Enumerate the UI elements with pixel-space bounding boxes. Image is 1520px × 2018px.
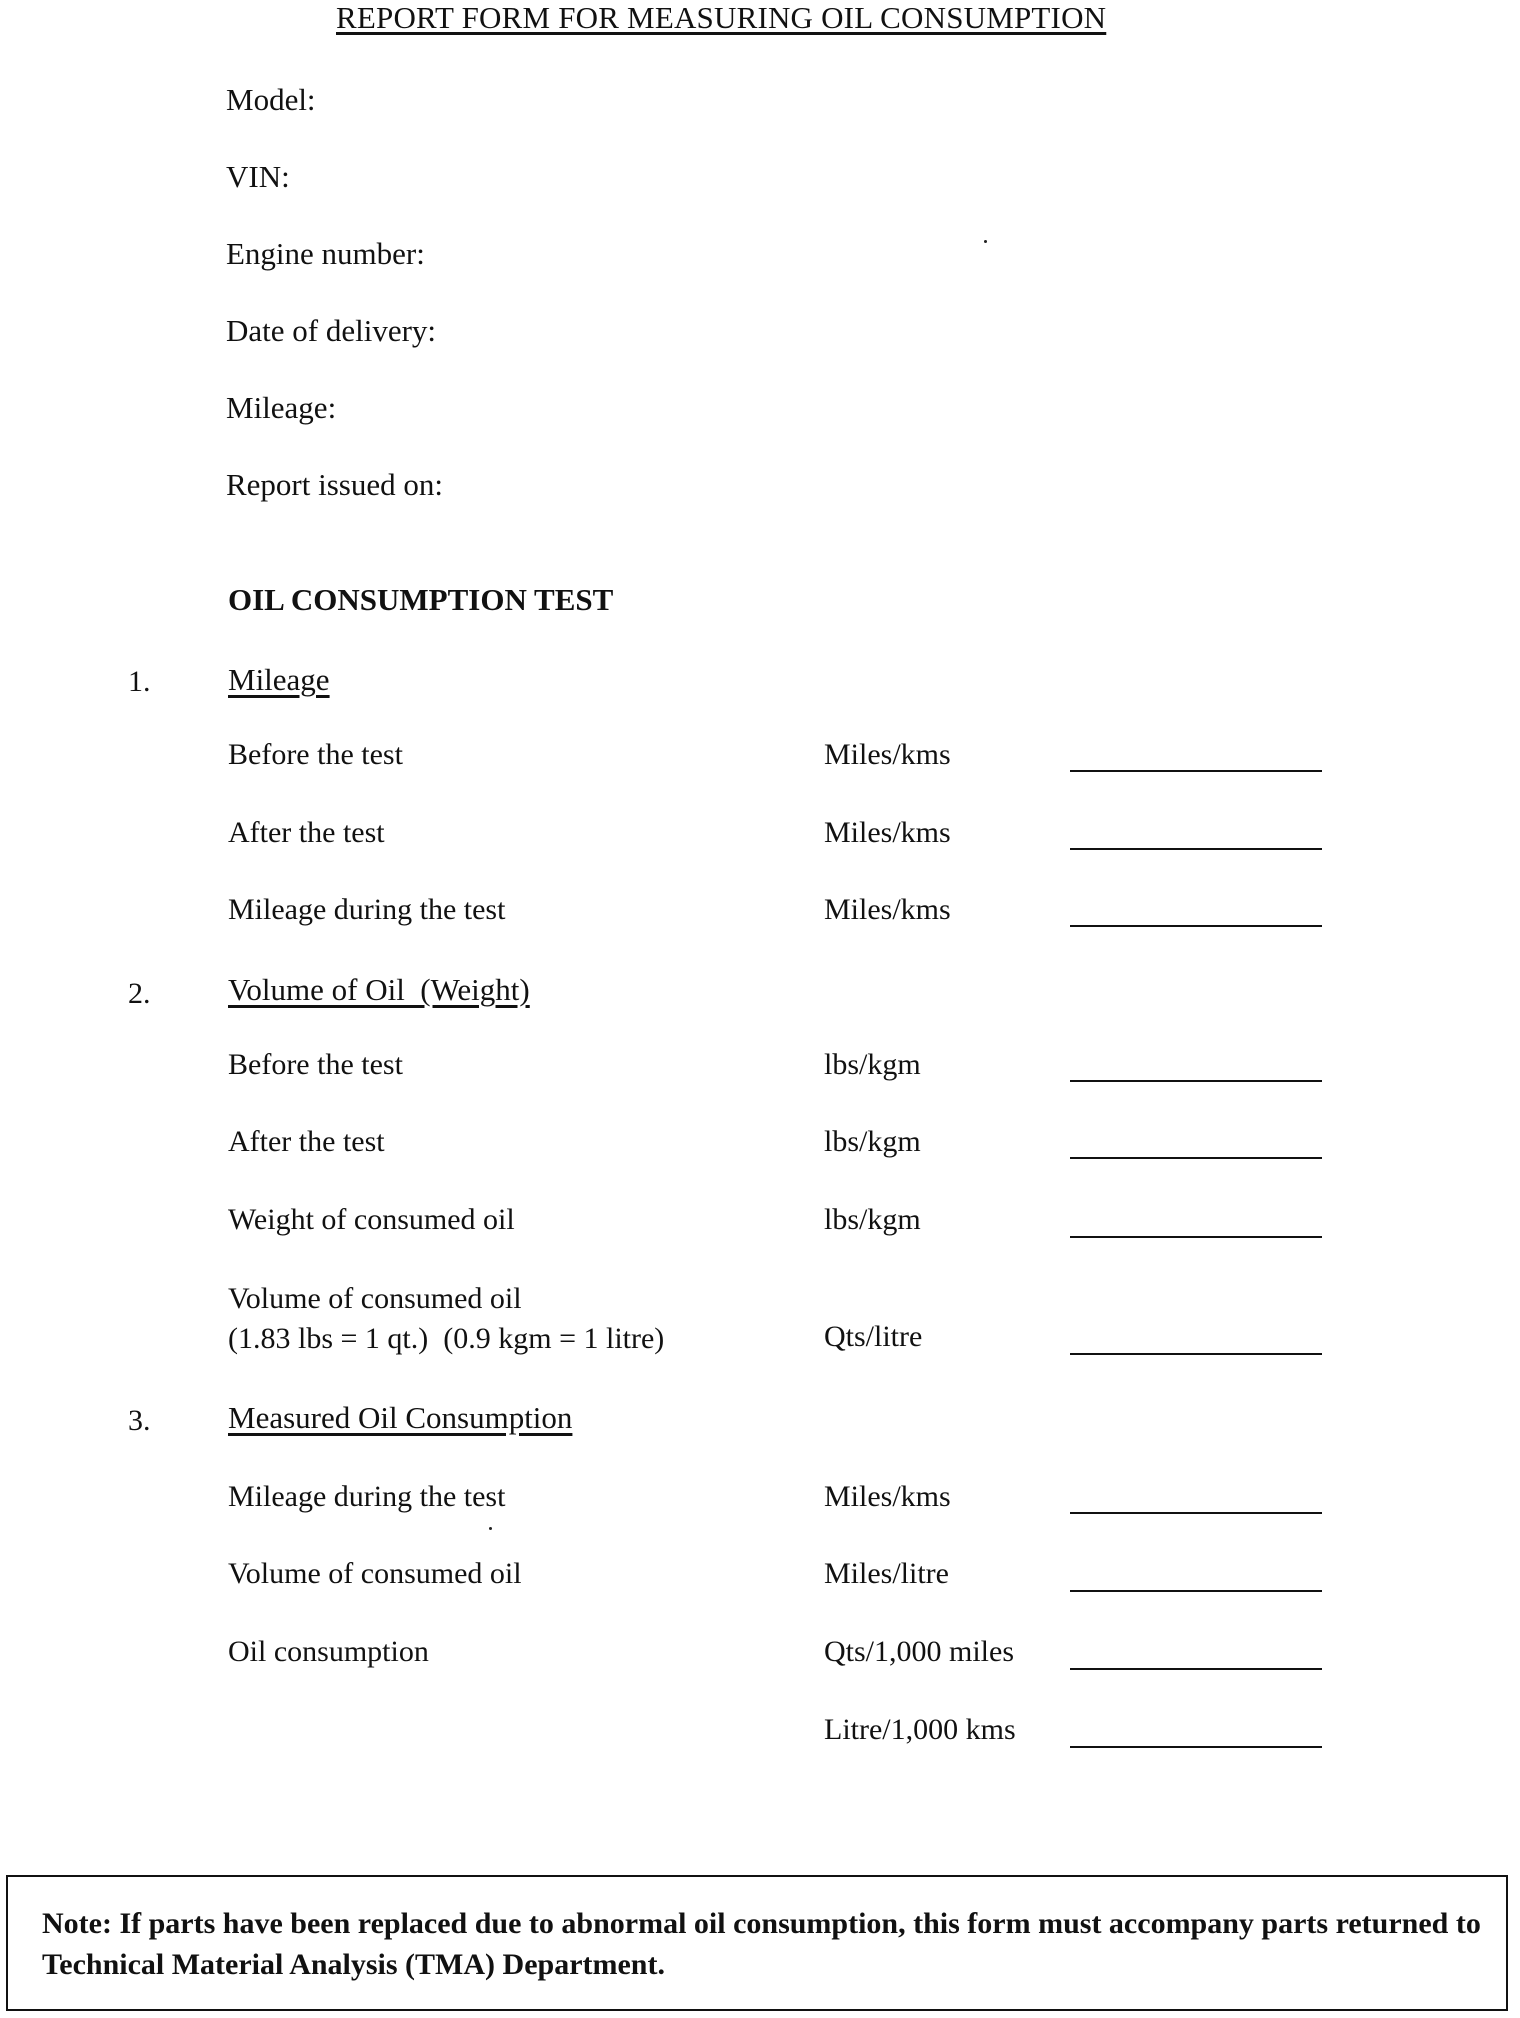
entry-line[interactable] <box>1070 1353 1322 1355</box>
note-box <box>6 1875 1508 2011</box>
row-unit: Miles/litre <box>824 1557 949 1590</box>
row-label: Mileage during the test <box>228 893 506 926</box>
oil-consumption-test-heading: OIL CONSUMPTION TEST <box>228 582 614 617</box>
note-text: Note: If parts have been replaced due to abnormal oil consumption, this form must accompany parts returned to Technical Material Analysis (TMA) Department. <box>42 1907 1481 1981</box>
row-unit: Miles/kms <box>824 1480 951 1513</box>
row-label: Weight of consumed oil <box>228 1203 515 1236</box>
section-title-volume-of-oil: Volume of Oil (Weight) <box>228 972 530 1007</box>
row-unit: Miles/kms <box>824 738 951 771</box>
entry-line[interactable] <box>1070 1080 1322 1082</box>
entry-line[interactable] <box>1070 848 1322 850</box>
entry-line[interactable] <box>1070 770 1322 772</box>
section-title-measured-oil-consumption: Measured Oil Consumption <box>228 1400 573 1435</box>
row-unit: Litre/1,000 kms <box>824 1713 1016 1746</box>
row-label: Oil consumption <box>228 1635 429 1668</box>
section-number: 2. <box>128 977 151 1010</box>
mileage-field-label: Mileage: <box>226 390 337 425</box>
row-label: Volume of consumed oil <box>228 1557 522 1590</box>
entry-line[interactable] <box>1070 1512 1322 1514</box>
row-unit: Miles/kms <box>824 893 951 926</box>
model-field-label: Model: <box>226 82 316 117</box>
section-number: 3. <box>128 1404 151 1437</box>
row-label: After the test <box>228 816 385 849</box>
vin-field-label: VIN: <box>226 159 290 194</box>
entry-line[interactable] <box>1070 1590 1322 1592</box>
section-number: 1. <box>128 665 151 698</box>
scan-speck <box>489 1527 492 1530</box>
row-unit: Qts/litre <box>824 1320 923 1353</box>
entry-line[interactable] <box>1070 925 1322 927</box>
row-unit: lbs/kgm <box>824 1048 921 1081</box>
delivery-date-field-label: Date of delivery: <box>226 313 437 348</box>
engine-number-field-label: Engine number: <box>226 236 425 271</box>
report-issued-field-label: Report issued on: <box>226 467 443 502</box>
entry-line[interactable] <box>1070 1157 1322 1159</box>
entry-line[interactable] <box>1070 1746 1322 1748</box>
entry-line[interactable] <box>1070 1236 1322 1238</box>
row-unit: lbs/kgm <box>824 1125 921 1158</box>
scan-speck <box>984 240 987 243</box>
conversion-note: (1.83 lbs = 1 qt.) (0.9 kgm = 1 litre) <box>228 1322 665 1355</box>
form-title: REPORT FORM FOR MEASURING OIL CONSUMPTION <box>336 0 1107 35</box>
row-label: After the test <box>228 1125 385 1158</box>
row-label: Before the test <box>228 738 403 771</box>
row-label: Before the test <box>228 1048 403 1081</box>
row-label: Mileage during the test <box>228 1480 506 1513</box>
entry-line[interactable] <box>1070 1668 1322 1670</box>
row-unit: Qts/1,000 miles <box>824 1635 1015 1668</box>
section-title-mileage: Mileage <box>228 662 330 697</box>
row-unit: Miles/kms <box>824 816 951 849</box>
row-unit: lbs/kgm <box>824 1203 921 1236</box>
row-label: Volume of consumed oil <box>228 1282 522 1315</box>
